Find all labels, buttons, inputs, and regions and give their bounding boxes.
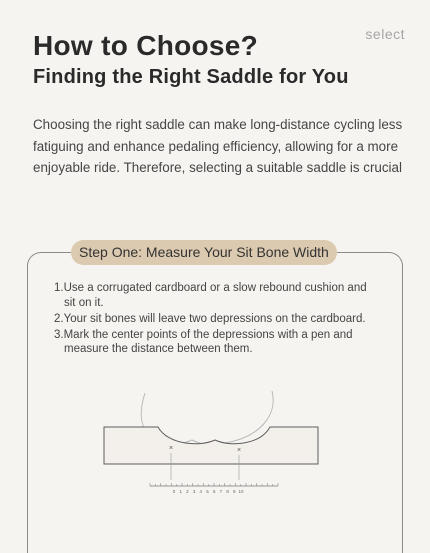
left-depression-mark: × <box>168 445 174 452</box>
step-instructions <box>54 281 374 358</box>
ruler-tick-label: 7 <box>219 489 223 494</box>
sit-bone-illustration <box>100 385 330 500</box>
ruler-tick-label: 10 <box>238 489 244 494</box>
page-title: How to Choose? <box>33 30 259 61</box>
page-subtitle: Finding the Right Saddle for You <box>33 66 349 88</box>
ruler-tick-label: 5 <box>206 489 209 494</box>
ruler-tick-label: 0 <box>172 489 176 494</box>
ruler-tick-label: 9 <box>233 489 236 494</box>
ruler-tick-label: 4 <box>199 489 203 494</box>
ruler-labels <box>173 489 244 494</box>
cushion-board <box>104 427 318 464</box>
ruler-ticks <box>150 483 278 486</box>
ruler-tick-label: 1 <box>179 489 182 494</box>
ruler-tick-label: 3 <box>192 489 196 494</box>
right-depression-mark: × <box>236 447 242 454</box>
select-tag[interactable]: select <box>365 26 405 42</box>
ruler-tick-label: 8 <box>226 489 229 494</box>
intro-paragraph: Choosing the right saddle can make long-distance cycling less fatiguing and enhance pedaling efficiency, allowing for a more enjoyable ride. Therefore, selecting a suitable saddle is crucial <box>33 117 403 175</box>
ruler-tick-label: 2 <box>186 489 189 494</box>
step-instruction-2: 2.Your sit bones will leave two depressions on the cardboard. <box>54 312 366 325</box>
ruler-tick-label: 6 <box>212 489 216 494</box>
step-instruction-3: 3.Mark the center points of the depressions with a pen and measure the distance between them. <box>54 328 353 356</box>
step-title-pill: Step One: Measure Your Sit Bone Width <box>71 240 337 265</box>
step-instruction-1: 1.Use a corrugated cardboard or a slow rebound cushion and sit on it. <box>54 282 367 309</box>
